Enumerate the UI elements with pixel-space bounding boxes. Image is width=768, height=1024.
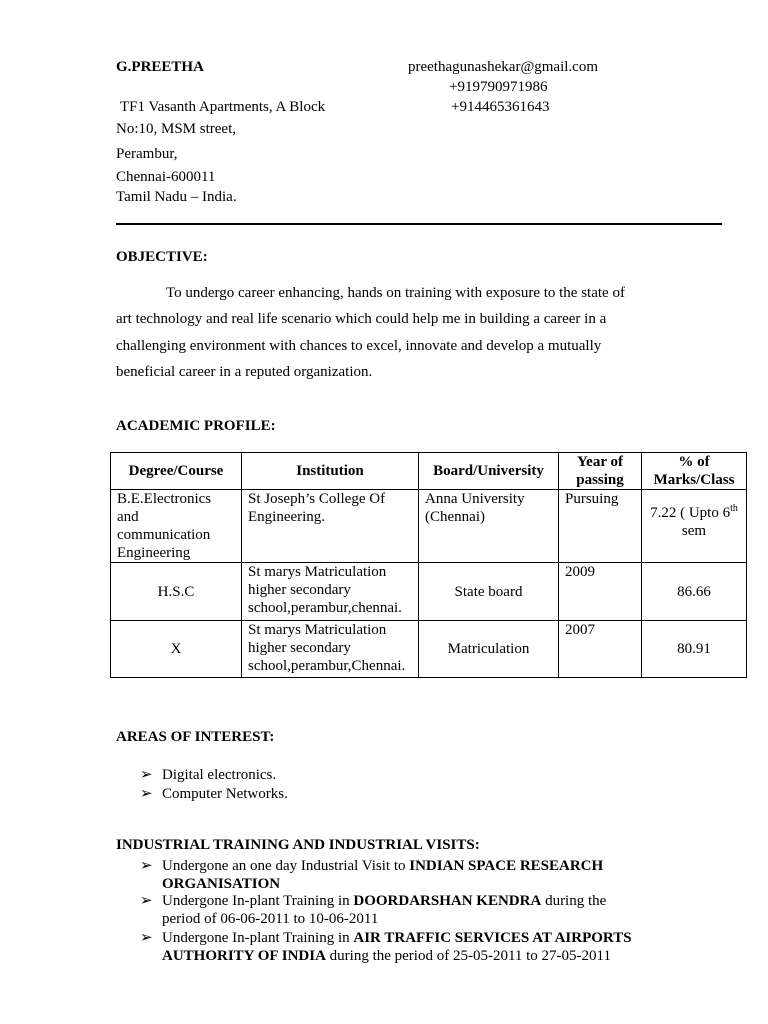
marks-cell: 80.91 (642, 621, 747, 678)
table-row (111, 563, 747, 621)
phone-primary: +919790971986 (449, 79, 548, 95)
degree-cell: H.S.C (111, 563, 242, 621)
objective-line: To undergo career enhancing, hands on training with exposure to the state of (166, 285, 625, 301)
year-cell: 2007 (559, 621, 642, 678)
arrow-bullet-icon: ➢ (140, 930, 153, 946)
arrow-bullet-icon: ➢ (140, 767, 153, 783)
address-line: No:10, MSM street, (116, 121, 236, 137)
interest-item: Digital electronics. (162, 767, 277, 783)
training-item: Undergone In-plant Training in DOORDARSHAN KENDRA during the period of 06-06-2011 to 10-06-2011 (162, 893, 607, 927)
training-heading: INDUSTRIAL TRAINING AND INDUSTRIAL VISITS: (116, 837, 480, 853)
address-line: Perambur, (116, 146, 178, 162)
header-divider (116, 223, 722, 225)
degree-cell: B.E.Electronics and communication Engineering (111, 490, 242, 563)
training-item: Undergone an one day Industrial Visit to INDIAN SPACE RESEARCH ORGANISATION (162, 858, 604, 892)
interest-item: Computer Networks. (162, 786, 288, 802)
training-item: Undergone In-plant Training in AIR TRAFFIC SERVICES AT AIRPORTS AUTHORITY OF INDIA during the period of 25-05-2011 to 27-05-2011 (162, 930, 632, 964)
address-line: Tamil Nadu – India. (116, 189, 237, 205)
board-cell: Anna University (Chennai) (419, 490, 559, 563)
address-line: Chennai-600011 (116, 169, 216, 185)
arrow-bullet-icon: ➢ (140, 893, 153, 909)
address-line: TF1 Vasanth Apartments, A Block (120, 99, 326, 115)
email-address: preethagunashekar@gmail.com (408, 59, 598, 75)
board-cell: State board (419, 563, 559, 621)
year-cell: Pursuing (559, 490, 642, 563)
column-header: Board/University (419, 453, 559, 490)
marks-cell: 86.66 (642, 563, 747, 621)
phone-secondary: +914465361643 (451, 99, 550, 115)
arrow-bullet-icon: ➢ (140, 858, 153, 874)
institution-cell: St marys Matriculation higher secondary school,perambur,chennai. (242, 563, 419, 621)
table-row (111, 490, 747, 563)
academic-heading: ACADEMIC PROFILE: (116, 418, 276, 434)
table-row (111, 621, 747, 678)
objective-line: beneficial career in a reputed organization. (116, 364, 373, 380)
institution-cell: St marys Matriculation higher secondary school,perambur,Chennai. (242, 621, 419, 678)
column-header: Year of passing (559, 453, 642, 490)
degree-cell: X (111, 621, 242, 678)
interests-heading: AREAS OF INTEREST: (116, 729, 275, 745)
marks-cell: 7.22 ( Upto 6th sem (642, 490, 747, 563)
candidate-name: G.PREETHA (116, 59, 204, 75)
objective-line: challenging environment with chances to excel, innovate and develop a mutually (116, 338, 602, 354)
table-header-row (111, 453, 747, 490)
arrow-bullet-icon: ➢ (140, 786, 153, 802)
board-cell: Matriculation (419, 621, 559, 678)
objective-line: art technology and real life scenario which could help me in building a career in a (116, 311, 607, 327)
institution-cell: St Joseph’s College Of Engineering. (242, 490, 419, 563)
objective-heading: OBJECTIVE: (116, 249, 208, 265)
academic-table (110, 452, 747, 678)
year-cell: 2009 (559, 563, 642, 621)
column-header: % of Marks/Class (642, 453, 747, 490)
column-header: Degree/Course (111, 453, 242, 490)
column-header: Institution (242, 453, 419, 490)
